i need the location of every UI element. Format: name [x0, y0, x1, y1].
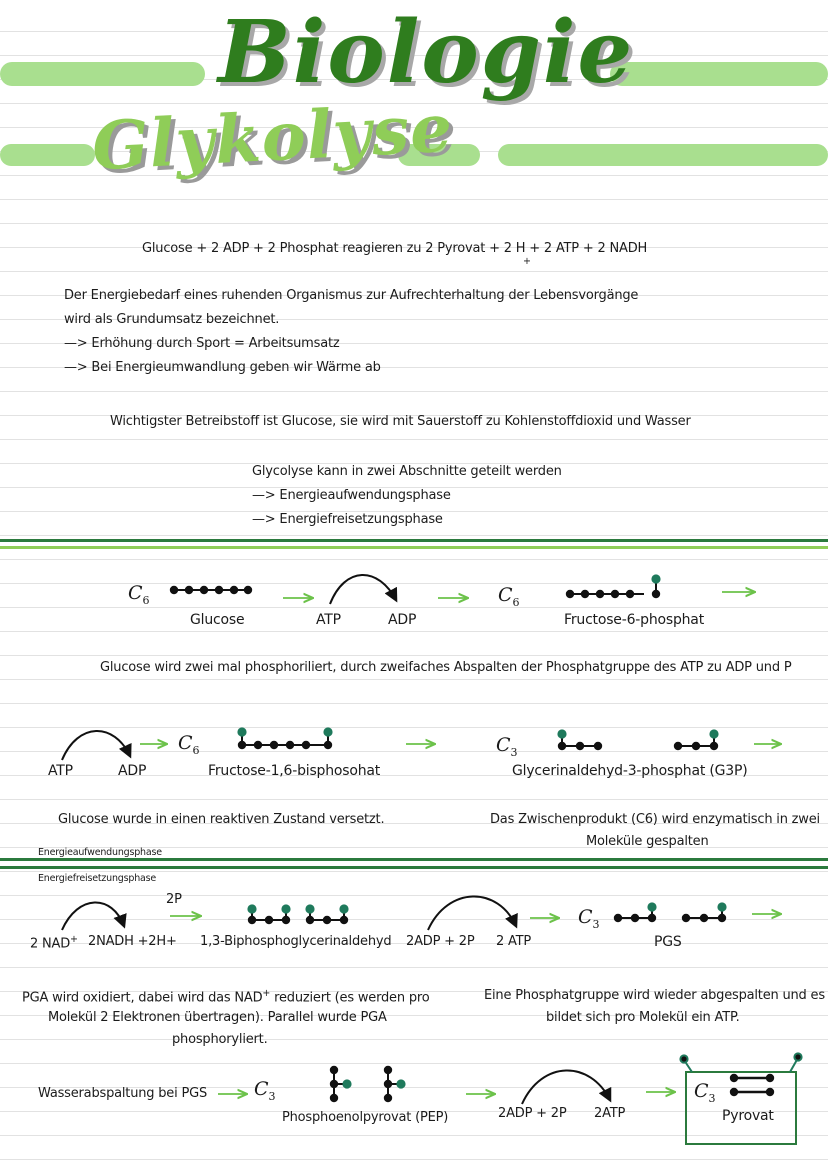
- nadh-label: 2NADH +2H+: [88, 934, 177, 949]
- arbeitsumsatz-line: —> Erhöhung durch Sport = Arbeitsumsatz: [64, 336, 340, 351]
- phase-label-aufwendung: Energieaufwendungsphase: [38, 847, 162, 858]
- adp-atp-curve-2: [522, 1070, 610, 1104]
- c3-label-g3p: $C_3$: [496, 734, 518, 759]
- c6-label-fbp: $C_6$: [178, 732, 200, 757]
- bpg-label: 1,3-Biphosphoglycerinaldehyd: [200, 934, 392, 949]
- atp-adp-curve-1: [330, 575, 396, 604]
- topic-title: Glykolyse: [90, 88, 455, 186]
- adp-label-2: ADP: [118, 763, 147, 779]
- pyrovat-molecules: [731, 1075, 773, 1095]
- nad-curve: [62, 902, 124, 930]
- atp-formation-note-2: bildet sich pro Molekül ein ATP.: [546, 1010, 740, 1025]
- waerme-line: —> Bei Energieumwandlung geben wir Wärme ab: [64, 360, 381, 375]
- atp-2-label-2: 2ATP: [594, 1106, 626, 1121]
- g3p-molecule-1: [558, 730, 601, 749]
- c6-label-glucose: $C_6$: [128, 582, 150, 607]
- atp-adp-curve-2: [62, 731, 130, 760]
- atp-formation-note-1: Eine Phosphatgruppe wird wieder abgespalten und es: [484, 988, 825, 1003]
- fbp-label: Fructose-1,6-bisphosohat: [208, 763, 381, 779]
- atp-2-label-1: 2 ATP: [496, 934, 532, 949]
- phosphorylation-note: Glucose wird zwei mal phosphoriliert, durch zweifaches Abspalten der Phosphatgruppe des ATP zu ADP und P: [100, 660, 792, 675]
- split-note-2: Moleküle gespalten: [586, 834, 709, 849]
- pep-molecule-1: [331, 1067, 351, 1101]
- pep-molecule-2: [385, 1067, 405, 1101]
- glucose-label: Glucose: [190, 612, 245, 628]
- adp-2p-label-2: 2ADP + 2P: [498, 1106, 567, 1121]
- phase-a-line: —> Energieaufwendungsphase: [252, 488, 451, 503]
- betriebsstoff-line: Wichtigster Betreibstoff ist Glucose, sie wird mit Sauerstoff zu Kohlenstoffdioxid und Wasser: [110, 414, 691, 429]
- f6p-label: Fructose-6-phosphat: [564, 612, 704, 628]
- reactive-state-note: Glucose wurde in einen reaktiven Zustand versetzt.: [58, 812, 385, 827]
- grundumsatz-line-1: Der Energiebedarf eines ruhenden Organismus zur Aufrechterhaltung der Lebensvorgänge: [64, 288, 639, 303]
- abschnitte-line: Glycolyse kann in zwei Abschnitte geteilt werden: [252, 464, 562, 479]
- summary-equation: Glucose + 2 ADP + 2 Phosphat reagieren zu 2 Pyrovat + 2 H + 2 ATP + 2 NADH: [142, 241, 648, 256]
- phase-b-line: —> Energiefreisetzungsphase: [252, 512, 443, 527]
- fructose-bisphosphate-chain: [238, 728, 331, 748]
- pgs-label: PGS: [654, 934, 682, 950]
- oxidation-note-1: PGA wird oxidiert, dabei wird das NAD+ reduziert (es werden pro: [22, 988, 430, 1006]
- subject-title: Biologie: [218, 2, 635, 103]
- two-p-label: 2P: [166, 892, 182, 907]
- grundumsatz-line-2: wird als Grundumsatz bezeichnet.: [64, 312, 280, 327]
- pyrovat-box-corners: [680, 1053, 801, 1072]
- dehydration-label: Wasserabspaltung bei PGS: [38, 1086, 208, 1101]
- atp-label-2: ATP: [48, 763, 73, 779]
- g3p-label: Glycerinaldehyd-3-phosphat (G3P): [512, 763, 748, 779]
- adp-atp-curve-1: [428, 896, 516, 930]
- oxidation-note-2: Molekül 2 Elektronen übertragen). Parallel wurde PGA: [48, 1010, 387, 1025]
- bpg-molecule-1: [248, 905, 289, 923]
- equation-plus-sign: +: [523, 256, 531, 267]
- atp-label-1: ATP: [316, 612, 341, 628]
- split-note-1: Das Zwischenprodukt (C6) wird enzymatisch in zwei: [490, 812, 820, 827]
- adp-2p-label-1: 2ADP + 2P: [406, 934, 475, 949]
- phase-label-freisetzung: Energiefreisetzungsphase: [38, 873, 157, 884]
- glucose-chain: [171, 587, 251, 593]
- pgs-molecule-2: [683, 903, 726, 921]
- pgs-molecule-1: [615, 903, 656, 921]
- c6-label-f6p: $C_6$: [498, 584, 520, 609]
- g3p-molecule-2: [675, 730, 718, 749]
- c3-label-pyrovat: $C_3$: [694, 1080, 716, 1105]
- pyrovat-label: Pyrovat: [722, 1108, 774, 1124]
- oxidation-note-3: phosphoryliert.: [172, 1032, 268, 1047]
- fructose-6-phosphate-chain: [567, 575, 660, 597]
- c3-label-pep: $C_3$: [254, 1078, 276, 1103]
- bpg-molecule-2: [306, 905, 347, 923]
- adp-label-1: ADP: [388, 612, 417, 628]
- pep-label: Phosphoenolpyrovat (PEP): [282, 1110, 449, 1125]
- c3-label-pgs: $C_3$: [578, 906, 600, 931]
- pyrovat-box: [686, 1072, 796, 1144]
- nad-label: 2 NAD+: [30, 934, 78, 952]
